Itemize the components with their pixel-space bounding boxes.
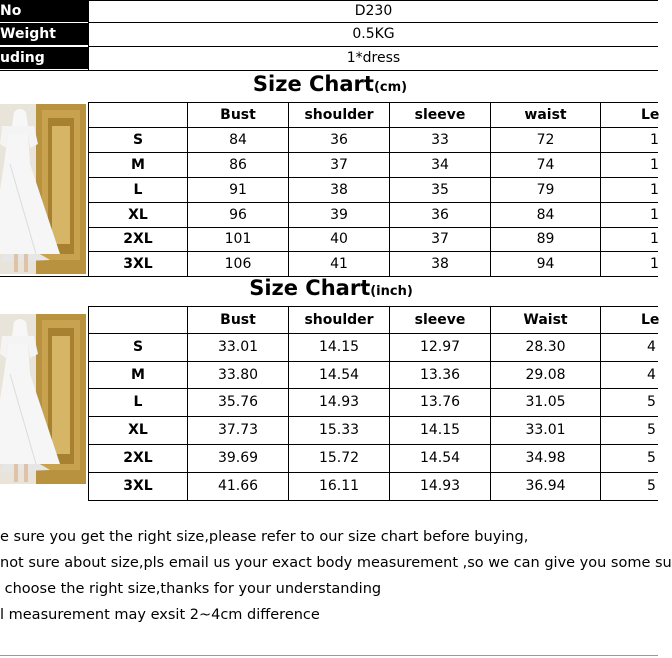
inch-cell: 5 — [647, 478, 656, 494]
info-line — [88, 0, 89, 70]
cm-cell: 96 — [229, 207, 247, 223]
note-line-3: choose the right size,thanks for your understanding — [0, 581, 382, 597]
inch-cell: 14.54 — [318, 367, 360, 383]
inch-cell: 33.80 — [217, 367, 259, 383]
inch-cell: 33.01 — [217, 339, 259, 355]
inch-cell: 39.69 — [217, 450, 259, 466]
cm-cell: 34 — [431, 157, 449, 173]
inch-cell: 5 — [647, 450, 656, 466]
info-label-weight: Weight — [0, 23, 88, 45]
cm-cell: 1 — [650, 231, 659, 247]
info-line — [0, 70, 658, 71]
info-line — [88, 0, 658, 1]
cm-cell: 1 — [650, 182, 659, 198]
cm-cell: 35 — [431, 182, 449, 198]
table-line — [600, 102, 601, 276]
table-line — [88, 500, 658, 501]
cm-cell: 38 — [431, 256, 449, 272]
cm-cell: 1 — [650, 256, 659, 272]
inch-cell: 4 — [647, 339, 656, 355]
inch-row-size: L — [133, 394, 143, 410]
cm-row-size: 2XL — [123, 231, 153, 247]
dress-photo — [0, 104, 86, 274]
inch-chart-title — [246, 276, 416, 300]
inch-cell: 28.30 — [525, 339, 566, 355]
inch-cell: 4 — [647, 367, 656, 383]
info-label-no: No — [0, 0, 88, 22]
cm-cell: 37 — [431, 231, 449, 247]
info-line — [88, 46, 658, 47]
cm-header-bust: Bust — [220, 107, 256, 123]
inch-row-size: 2XL — [123, 450, 153, 466]
cm-cell: 37 — [330, 157, 348, 173]
inch-cell: 14.15 — [318, 339, 360, 355]
inch-chart-title-unit: (inch) — [370, 284, 413, 299]
cm-cell: 1 — [650, 207, 659, 223]
inch-row-size: S — [132, 339, 144, 355]
cm-row-size: 3XL — [123, 256, 153, 272]
cm-row-size: S — [132, 132, 144, 148]
cm-header-waist: waist — [524, 107, 567, 123]
cm-cell: 84 — [536, 207, 555, 223]
cm-cell: 1 — [650, 132, 659, 148]
inch-header-length: Le — [641, 312, 660, 328]
inch-cell: 35.76 — [217, 394, 259, 410]
inch-cell: 5 — [647, 422, 656, 438]
cm-chart-title — [250, 72, 410, 96]
inch-cell: 14.93 — [419, 478, 461, 494]
cm-cell: 74 — [536, 157, 555, 173]
inch-cell: 12.97 — [419, 339, 461, 355]
inch-header-sleeve: sleeve — [414, 312, 466, 328]
cm-header-sleeve: sleeve — [414, 107, 466, 123]
cm-cell: 72 — [536, 132, 555, 148]
inch-cell: 34.98 — [525, 450, 566, 466]
info-value-no: D230 — [354, 3, 393, 19]
inch-header-shoulder: shoulder — [304, 312, 374, 328]
table-line — [600, 306, 601, 500]
cm-row-size: M — [131, 157, 145, 173]
note-line-1: e sure you get the right size,please refer to our size chart before buying, — [0, 529, 529, 545]
inch-cell: 37.73 — [217, 422, 259, 438]
inch-cell: 16.11 — [318, 478, 360, 494]
cm-cell: 39 — [330, 207, 348, 223]
cm-chart-title-main: Size Chart — [252, 72, 374, 96]
cm-cell: 41 — [330, 256, 348, 272]
inch-cell: 36.94 — [525, 478, 566, 494]
inch-header-waist: Waist — [523, 312, 568, 328]
inch-row-size: M — [131, 367, 145, 383]
cm-cell: 33 — [431, 132, 449, 148]
inch-row-size: XL — [128, 422, 148, 438]
note-line-4: l measurement may exsit 2~4cm difference — [0, 607, 320, 623]
cm-cell: 79 — [536, 182, 555, 198]
cm-cell: 86 — [229, 157, 247, 173]
inch-cell: 41.66 — [217, 478, 259, 494]
cm-cell: 106 — [224, 256, 252, 272]
cm-header-shoulder: shoulder — [304, 107, 374, 123]
inch-header-bust: Bust — [220, 312, 256, 328]
dress-photo-illustration — [0, 104, 86, 274]
cm-cell: 38 — [330, 182, 348, 198]
bottom-rule — [0, 655, 658, 656]
info-line — [88, 22, 658, 23]
inch-cell: 29.08 — [525, 367, 566, 383]
inch-cell: 13.36 — [419, 367, 461, 383]
cm-cell: 36 — [431, 207, 449, 223]
cm-header-length: Le — [641, 107, 660, 123]
cm-cell: 1 — [650, 157, 659, 173]
inch-cell: 33.01 — [525, 422, 566, 438]
cm-cell: 36 — [330, 132, 348, 148]
inch-cell: 13.76 — [419, 394, 461, 410]
info-value-including: 1*dress — [346, 50, 401, 66]
inch-cell: 5 — [647, 394, 656, 410]
info-label-including: uding — [0, 47, 88, 69]
cm-row-size: XL — [128, 207, 148, 223]
cm-cell: 101 — [224, 231, 252, 247]
inch-cell: 14.54 — [419, 450, 461, 466]
cm-cell: 89 — [536, 231, 555, 247]
cm-cell: 91 — [229, 182, 247, 198]
note-line-2: not sure about size,pls email us your exact body measurement ,so we can give you some su — [0, 555, 672, 571]
cm-chart-title-unit: (cm) — [373, 80, 408, 95]
inch-cell: 14.15 — [419, 422, 461, 438]
inch-cell: 31.05 — [525, 394, 566, 410]
cm-row-size: L — [133, 182, 143, 198]
inch-cell: 14.93 — [318, 394, 360, 410]
dress-photo-illustration — [0, 314, 86, 484]
inch-chart-title-main: Size Chart — [249, 276, 371, 300]
cm-cell: 40 — [330, 231, 348, 247]
inch-row-size: 3XL — [123, 478, 153, 494]
info-value-weight: 0.5KG — [352, 26, 395, 42]
dress-photo — [0, 314, 86, 484]
inch-cell: 15.72 — [318, 450, 360, 466]
cm-cell: 84 — [229, 132, 247, 148]
cm-cell: 94 — [536, 256, 555, 272]
inch-cell: 15.33 — [318, 422, 360, 438]
